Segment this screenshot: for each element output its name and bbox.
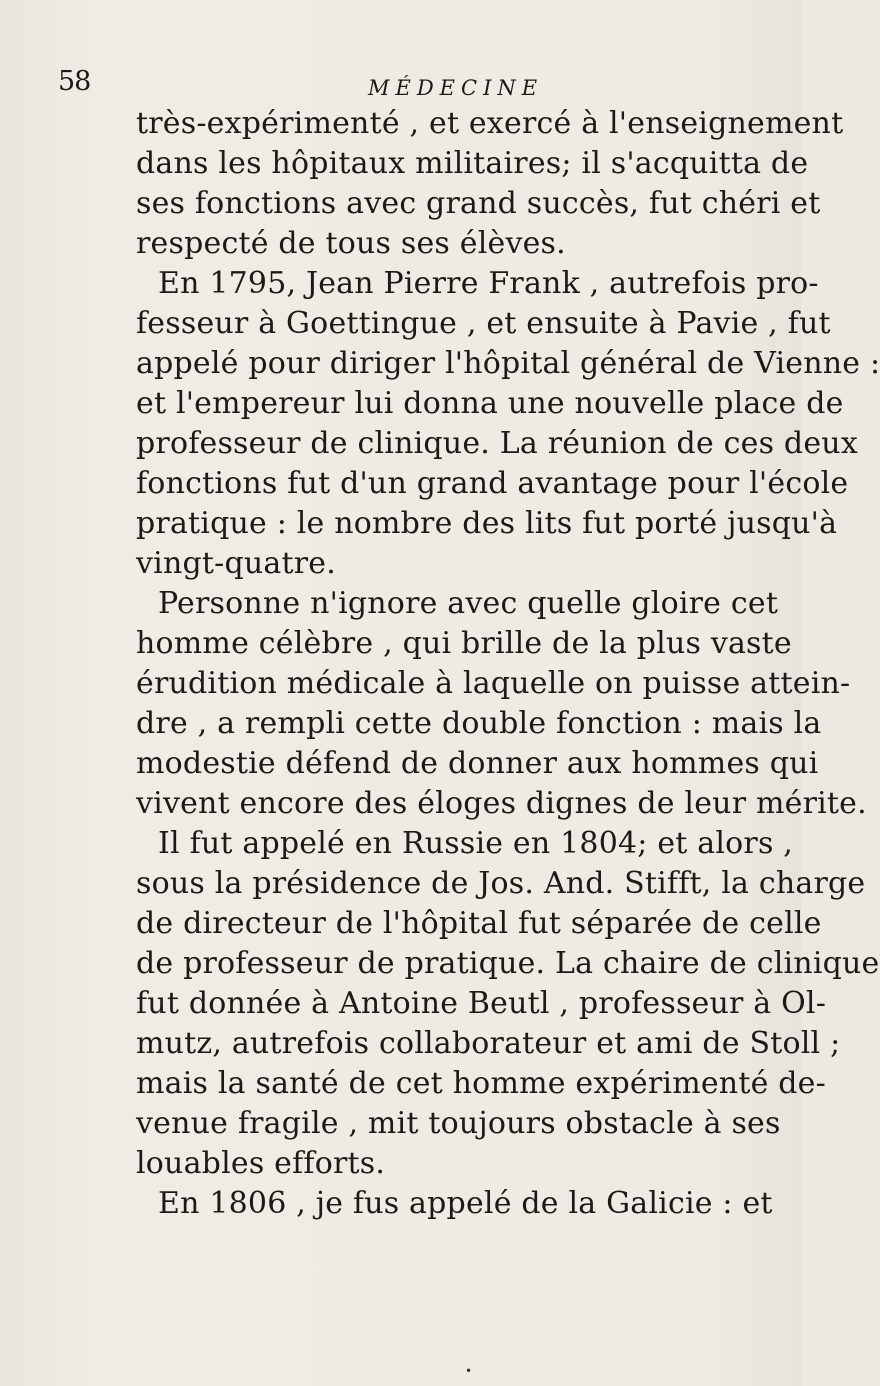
text-line: En 1806 , je fus appelé de la Galicie : et	[158, 1186, 773, 1221]
text-line: pratique : le nombre des lits fut porté jusqu'à	[136, 506, 838, 541]
text-line: mais la santé de cet homme expérimenté de-	[136, 1066, 826, 1101]
text-line: Il fut appelé en Russie en 1804; et alors ,	[158, 826, 794, 861]
text-line: fesseur à Goettingue , et ensuite à Pavie , fut	[136, 306, 831, 341]
text-line: En 1795, Jean Pierre Frank , autrefois pro-	[158, 266, 819, 301]
text-line: de directeur de l'hôpital fut séparée de celle	[136, 906, 822, 941]
text-line: très-expérimenté , et exercé à l'enseignement	[136, 106, 844, 141]
text-line: venue fragile , mit toujours obstacle à ses	[136, 1106, 781, 1141]
text-line: louables efforts.	[136, 1146, 386, 1181]
text-line: dans les hôpitaux militaires; il s'acquitta de	[136, 146, 809, 181]
printer-mark: •	[465, 1364, 473, 1378]
page-number: 58	[58, 66, 91, 97]
text-line: appelé pour diriger l'hôpital général de Vienne :	[136, 346, 880, 381]
body-text	[136, 104, 880, 1224]
text-line: homme célèbre , qui brille de la plus vaste	[136, 626, 792, 661]
text-line: mutz, autrefois collaborateur et ami de Stoll ;	[136, 1026, 841, 1061]
text-line: fut donnée à Antoine Beutl , professeur à Ol-	[136, 986, 827, 1021]
text-line: respecté de tous ses élèves.	[136, 226, 566, 261]
text-line: vingt-quatre.	[136, 546, 336, 581]
text-line: dre , a rempli cette double fonction : mais la	[136, 706, 822, 741]
text-line: ses fonctions avec grand succès, fut chéri et	[136, 186, 821, 221]
text-line: fonctions fut d'un grand avantage pour l'école	[136, 466, 849, 501]
text-line: vivent encore des éloges dignes de leur mérite.	[136, 786, 867, 821]
text-line: Personne n'ignore avec quelle gloire cet	[158, 586, 779, 621]
text-line: de professeur de pratique. La chaire de clinique	[136, 946, 880, 981]
running-head: MÉDECINE	[368, 76, 544, 100]
text-line: modestie défend de donner aux hommes qui	[136, 746, 819, 781]
text-line: professeur de clinique. La réunion de ces deux	[136, 426, 858, 461]
text-line: sous la présidence de Jos. And. Stifft, la charge	[136, 866, 866, 901]
text-line: érudition médicale à laquelle on puisse attein-	[136, 666, 851, 701]
text-line: et l'empereur lui donna une nouvelle place de	[136, 386, 844, 421]
